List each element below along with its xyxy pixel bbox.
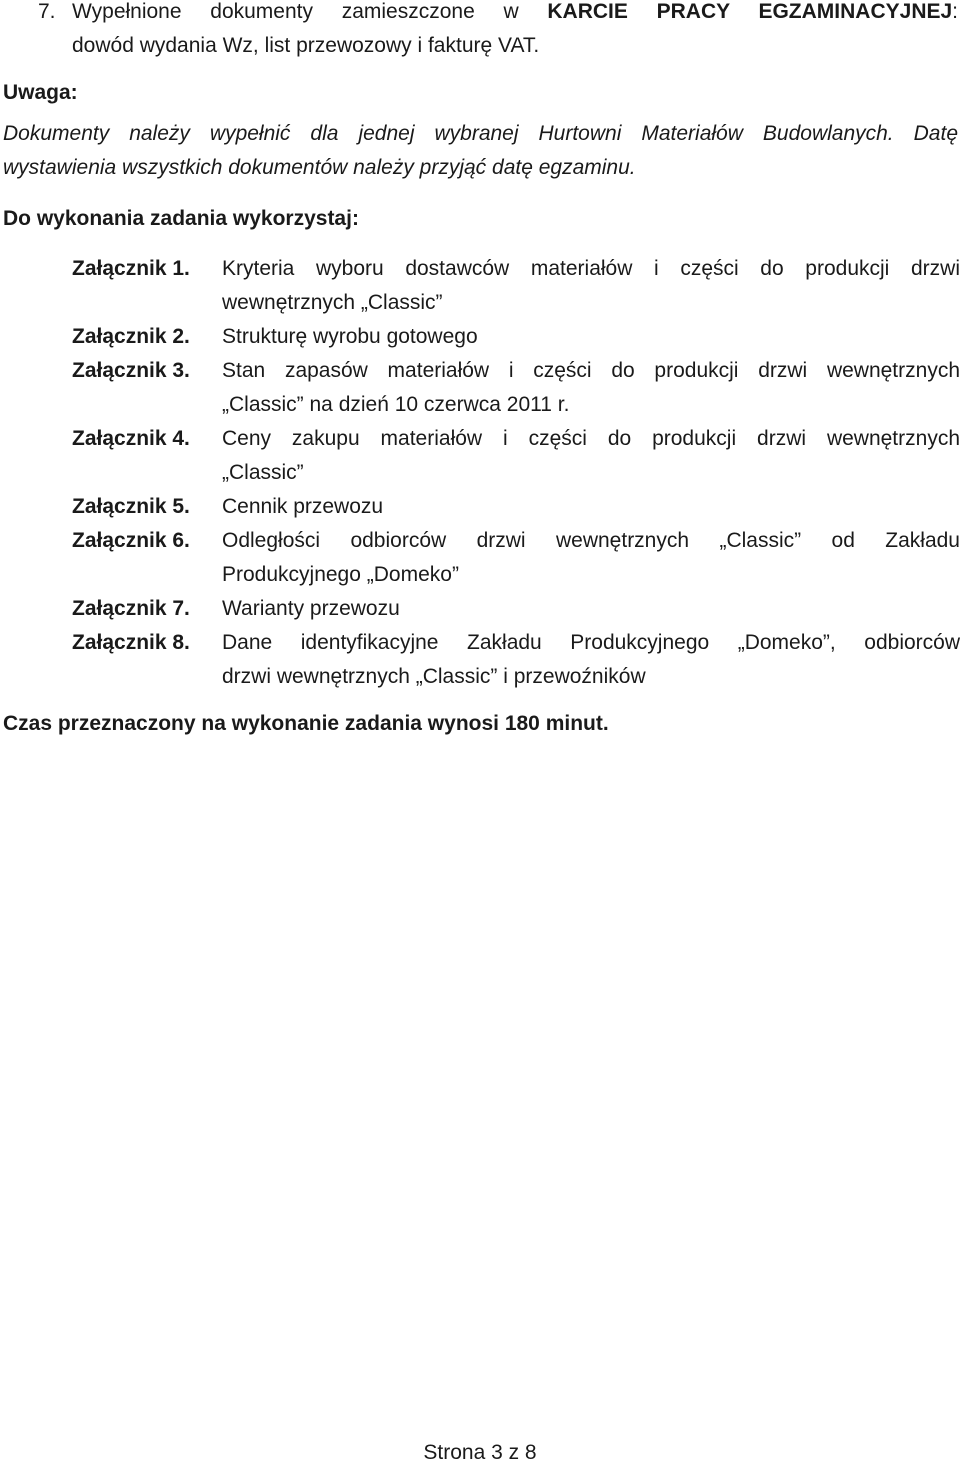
attachment-label: Załącznik 1. [72,257,190,280]
attachment-row-3 [72,354,960,422]
attachment-line: Ceny zakupu materiałów i części do produkcji drzwi wewnętrznych [222,427,960,450]
attachment-label: Załącznik 7. [72,597,190,620]
attachment-description [222,524,960,592]
attachment-description [222,320,960,354]
attachment-line: Cennik przewozu [222,495,384,518]
attachment-description [222,490,960,524]
list-item-text-part1: Wypełnione dokumenty zamieszczone w [72,0,548,23]
attachment-row-2 [72,320,960,354]
attachment-label: Załącznik 8. [72,631,190,654]
attachment-label: Załącznik 4. [72,427,190,450]
karta-pracy-title: KARCIE PRACY EGZAMINACYJNEJ [547,0,953,23]
attachment-line: Strukturę wyrobu gotowego [222,325,478,348]
list-item-7 [0,0,958,63]
attachment-row-5 [72,490,960,524]
attachment-label: Załącznik 6. [72,529,190,552]
note-line-1: Dokumenty należy wypełnić dla jednej wybranej Hurtowni Materiałów Budowlanych. Datę [3,122,958,145]
attachment-description [222,422,960,490]
attachment-row-7 [72,592,960,626]
attachment-line: „Classic” na dzień 10 czerwca 2011 r. [222,393,570,416]
attachment-row-1 [72,252,960,320]
attachment-description [222,354,960,422]
attachment-line: Odległości odbiorców drzwi wewnętrznych „Classic” od Zakładu [222,529,960,552]
attachment-description [222,252,960,320]
attachment-row-6 [72,524,960,592]
list-item-line-2: dowód wydania Wz, list przewozowy i fakturę VAT. [72,34,540,57]
list-number: 7. [38,0,56,23]
list-item-text-part2: : [952,0,959,23]
attachment-line: wewnętrznych „Classic” [222,291,443,314]
uwaga-heading: Uwaga: [3,81,78,104]
attachment-line: „Classic” [222,461,304,484]
attachment-row-4 [72,422,960,490]
attachment-label: Załącznik 3. [72,359,190,382]
attachment-line: Warianty przewozu [222,597,400,620]
attachment-label: Załącznik 5. [72,495,190,518]
attachment-description [222,626,960,694]
note-paragraph [3,117,958,185]
list-item-text [72,0,958,63]
attachment-line: Produkcyjnego „Domeko” [222,563,459,586]
attachment-description [222,592,960,626]
page-number-footer: Strona 3 z 8 [423,1441,537,1464]
attachments-list [72,252,960,694]
list-item-line-1 [72,0,958,29]
attachment-line: drzwi wewnętrznych „Classic” i przewoźników [222,665,646,688]
attachment-line: Kryteria wyboru dostawców materiałów i części do produkcji drzwi [222,257,960,280]
attachment-row-8 [72,626,960,694]
time-limit-note: Czas przeznaczony na wykonanie zadania wynosi 180 minut. [3,712,609,735]
do-wykonania-heading: Do wykonania zadania wykorzystaj: [3,207,359,230]
attachment-line: Stan zapasów materiałów i części do produkcji drzwi wewnętrznych [222,359,960,382]
attachment-label: Załącznik 2. [72,325,190,348]
note-line-2: wystawienia wszystkich dokumentów należy przyjąć datę egzaminu. [3,156,636,179]
attachment-line: Dane identyfikacyjne Zakładu Produkcyjnego „Domeko”, odbiorców [222,631,960,654]
